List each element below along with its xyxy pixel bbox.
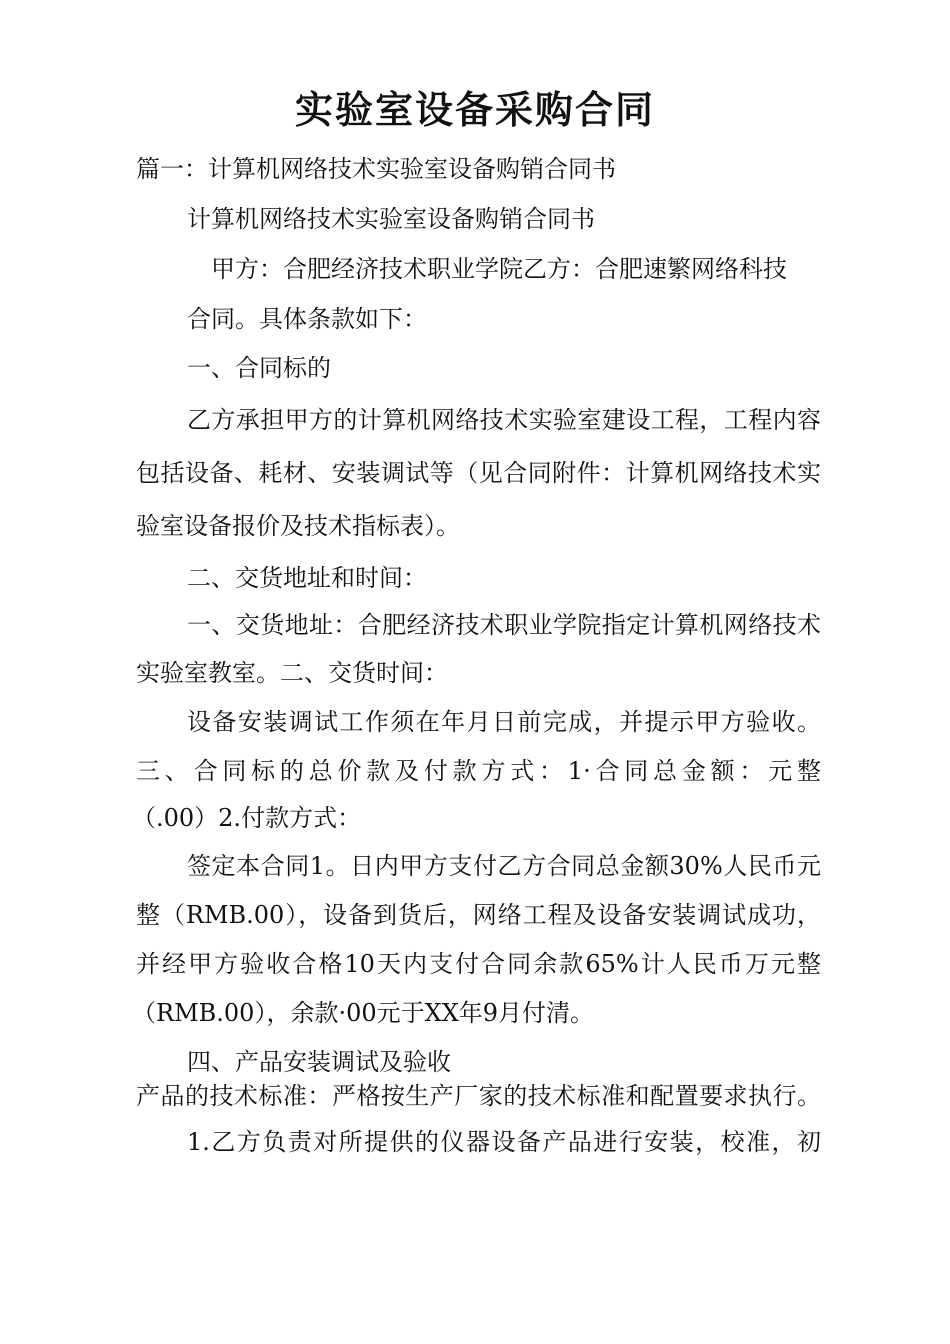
paragraph-line: 甲方：合肥经济技术职业学院乙方：合肥速繁网络科技 (211, 255, 787, 283)
paragraph-line: 三、合同标的总价款及付款方式：1·合同总金额：元整 (136, 757, 821, 785)
paragraph-line: 设备安装调试工作须在年月日前完成，并提示甲方验收。 (187, 708, 821, 736)
paragraph-line: （.00）2.付款方式： (132, 804, 362, 832)
paragraph-line: 产品的技术标准：严格按生产厂家的技术标准和配置要求执行。 (136, 1082, 821, 1110)
paragraph-line: 乙方承担甲方的计算机网络技术实验室建设工程，工程内容 (187, 406, 821, 434)
paragraph-line: 一、交货地址：合肥经济技术职业学院指定计算机网络技术 (187, 611, 821, 639)
paragraph-line: 验室设备报价及技术指标表）。 (136, 512, 460, 540)
paragraph-line: 合同。具体条款如下： (187, 305, 427, 333)
paragraph-line: 1.乙方负责对所提供的仪器设备产品进行安装，校准，初 (187, 1128, 821, 1156)
paragraph-line: 整（RMB.00），设备到货后，网络工程及设备安装调试成功， (136, 901, 821, 929)
paragraph-line: 计算机网络技术实验室设备购销合同书 (187, 205, 595, 233)
paragraph-line: 实验室教室。二、交货时间： (136, 659, 448, 687)
paragraph-line: 签定本合同1。日内甲方支付乙方合同总金额30%人民币元 (187, 852, 821, 880)
section-heading: 四、产品安装调试及验收 (187, 1048, 451, 1076)
paragraph-line: 一、合同标的 (187, 354, 331, 382)
section-heading: 篇一：计算机网络技术实验室设备购销合同书 (136, 155, 616, 183)
paragraph-line: 二、交货地址和时间： (187, 564, 427, 592)
paragraph-line: 并经甲方验收合格10天内支付合同余款65%计人民币万元整 (136, 950, 821, 978)
document-title: 实验室设备采购合同 (294, 88, 655, 132)
paragraph-line: （RMB.00），余款·00元于XX年9月付清。 (132, 999, 595, 1027)
paragraph-line: 包括设备、耗材、安装调试等（见合同附件：计算机网络技术实 (136, 459, 821, 487)
